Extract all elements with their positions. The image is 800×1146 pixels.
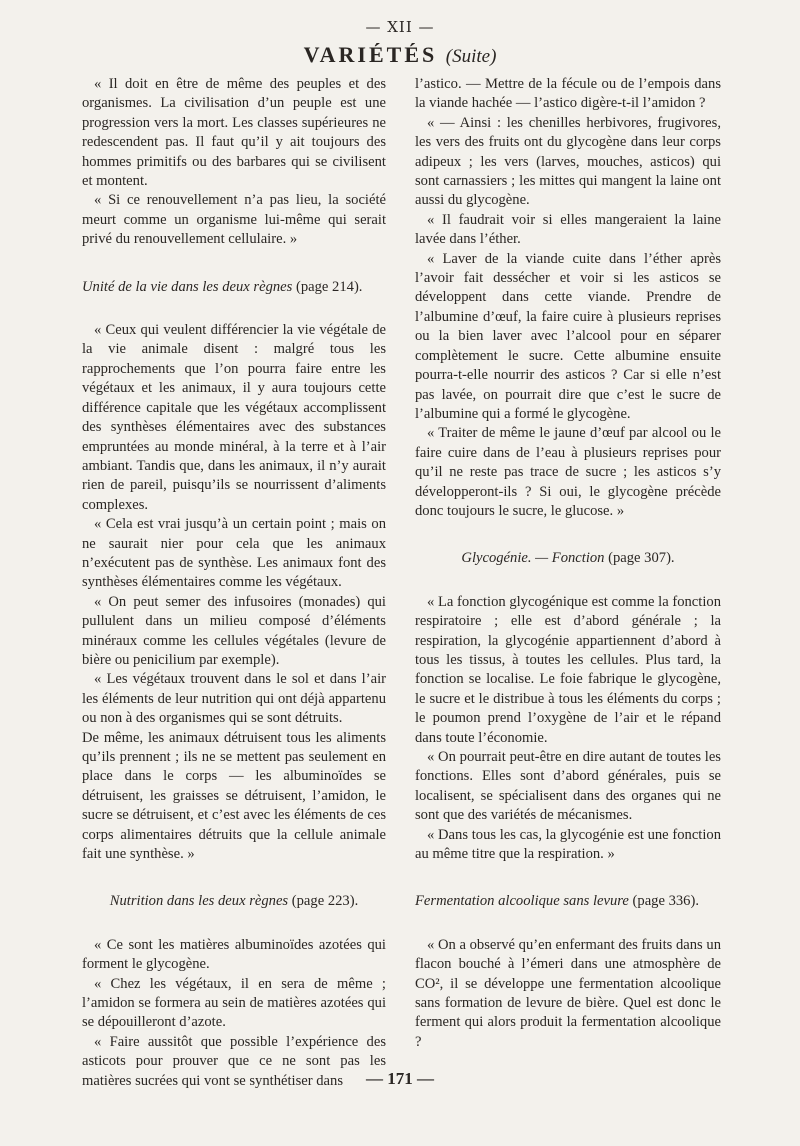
section-title: Fermentation alcoolique sans levure bbox=[415, 893, 629, 910]
section-heading bbox=[82, 892, 386, 911]
paragraph: l’astico. — Mettre de la fécule ou de l’empois dans la viande hachée — l’astico digère-t-il l’amidon ? bbox=[415, 76, 721, 112]
section-heading bbox=[82, 278, 386, 297]
page-number: — 171 — bbox=[366, 1069, 434, 1088]
section-page-ref: (page 223). bbox=[291, 893, 359, 910]
paragraph: « Il faudrait voir si elles mangeraient la laine lavée dans l’éther. bbox=[415, 211, 721, 248]
paragraph: « Dans tous les cas, la glycogénie est une fonction au même titre que la respiration. » bbox=[415, 826, 721, 863]
paragraph: « Il doit en être de même des peuples et des organismes. La civilisation d’un peuple est une progression vers la mort. Les classes supérieures ne redescendent pas. Il faut qu’il y ait toujours des hommes primitifs ou des barbares qui se civilisent et montent. bbox=[82, 76, 386, 190]
left-column bbox=[82, 75, 386, 1091]
section-title: Nutrition dans les deux règnes bbox=[109, 893, 289, 910]
paragraph: « La fonction glycogénique est comme la fonction respiratoire ; elle est d’abord générale ; la respiration, la glycogénie appartiennent d’abord à tous les tissus, à toutes les cellules. Plus tard, la fonction se localise. Le foie fabrique le glycogène, le sucre et le distribue à tous les éléments du corps ; le poumon prend l’oxygène de l’air et le répand dans toute l’économie. bbox=[415, 593, 721, 746]
title-text: VARIÉTÉS bbox=[303, 42, 438, 67]
section-title: Glycogénie. — Fonction bbox=[461, 550, 605, 567]
paragraph: « Cela est vrai jusqu’à un certain point ; mais on ne saurait nier pour cela que les animaux n’exécutent pas de synthèse. Les animaux font des synthèses élémentaires comme les végétaux. bbox=[82, 516, 386, 591]
paragraph: « Faire aussitôt que possible l’expérience des asticots pour prouver que ce ne sont pas les matières sucrées qui vont se synthétiser dans bbox=[82, 1033, 386, 1089]
paragraph: « Les végétaux trouvent dans le sol et dans l’air les éléments de leur nutrition qui ont déjà appartenu ou non à des organismes qui se sont détruits. bbox=[82, 671, 386, 727]
paragraph: « On peut semer des infusoires (monades) qui pullulent dans un milieu composé d’éléments minéraux comme les cellules végétales (levure de bière ou penicilium par exemple). bbox=[82, 593, 386, 668]
paragraph: De même, les animaux détruisent tous les aliments qu’ils prennent ; ils ne se mettent pas seulement en place dans le corps — les albuminoïdes se détruisent, les graisses se détruisent, l’amidon, le sucre se détruisent, et c’est avec les éléments de ces corps alimentaires détruits que la cellule animale fait une synthèse. » bbox=[82, 729, 386, 863]
paragraph: « Laver de la viande cuite dans l’éther après l’avoir fait dessécher et voir si les asticos se développent dans cette viande. Prendre de l’albumine d’œuf, la faire cuire à plusieurs reprises ou la bien laver avec l’alcool pour en séparer complètement le sucre. Cette albumine ensuite pourra-t-elle nourrir des asticos ? Car si elle n’est pas lavée, on pourrait dire que c’est le sucre de l’albumine qui a formé le glycogène. bbox=[415, 250, 721, 422]
title-suffix: (Suite) bbox=[445, 46, 497, 67]
section-heading bbox=[415, 549, 721, 568]
section-page-ref: (page 336). bbox=[632, 893, 699, 910]
section-page-ref: (page 307). bbox=[608, 550, 675, 567]
paragraph: « — Ainsi : les chenilles herbivores, frugivores, les vers des fruits ont du glycogène dans leur corps adipeux ; les vers (larves, mouches, asticos) qui sont carnassiers ; les mittes qui mangent la laine ont aussi du glycogène. bbox=[415, 114, 721, 209]
paragraph: « Traiter de même le jaune d’œuf par alcool ou le faire cuire dans de l’eau à plusieurs reprises pour qu’il ne reste pas trace de sucre ; les asticos s’y développeront-ils ? Si oui, le glycogène précède donc toujours le sucre, le glucose. » bbox=[415, 425, 721, 519]
paragraph: « On a observé qu’en enfermant des fruits dans un flacon bouché à l’émeri dans une atmosphère de CO², il se développe une fermentation alcoolique sans formation de levure de bière. Quel est donc le ferment qui alors produit la fermentation alcoolique ? bbox=[415, 936, 721, 1050]
paragraph: « Chez les végétaux, il en sera de même ; l’amidon se formera au sein de matières azotées qui se dépouilleront d’azote. bbox=[82, 975, 386, 1031]
paragraph: « On pourrait peut-être en dire autant de toutes les fonctions. Elles sont d’abord générales, puis se localisent, se spécialisent dans des organes qui ne sont que des variétés de mécanismes. bbox=[415, 749, 721, 824]
paragraph: « Ceux qui veulent différencier la vie végétale de la vie animale disent : malgré tous les rapprochements que l’on pourra faire entre les végétaux et les animaux, il y aura toujours cette différence capitale que les végétaux accomplissent des synthèses élémentaires avec des substances empruntées au monde minéral, à la terre et à l’air ambiant. Tandis que, dans les animaux, il n’y aurait rien de pareil, puisqu’ils se nourrissent d’aliments complexes. bbox=[82, 322, 386, 513]
paragraph: « Si ce renouvellement n’a pas lieu, la société meurt comme un organisme lui-même qui serait privé du renouvellement cellulaire. » bbox=[82, 192, 386, 248]
right-column bbox=[415, 75, 721, 1052]
section-page-ref: (page 214). bbox=[296, 278, 363, 295]
section-title: Unité de la vie dans les deux règnes bbox=[82, 278, 293, 295]
paragraph: « Ce sont les matières albuminoïdes azotées qui forment le glycogène. bbox=[82, 936, 386, 973]
section-heading bbox=[415, 892, 721, 911]
page-roman-numeral: — XII — bbox=[365, 18, 435, 36]
page-title bbox=[0, 42, 800, 68]
